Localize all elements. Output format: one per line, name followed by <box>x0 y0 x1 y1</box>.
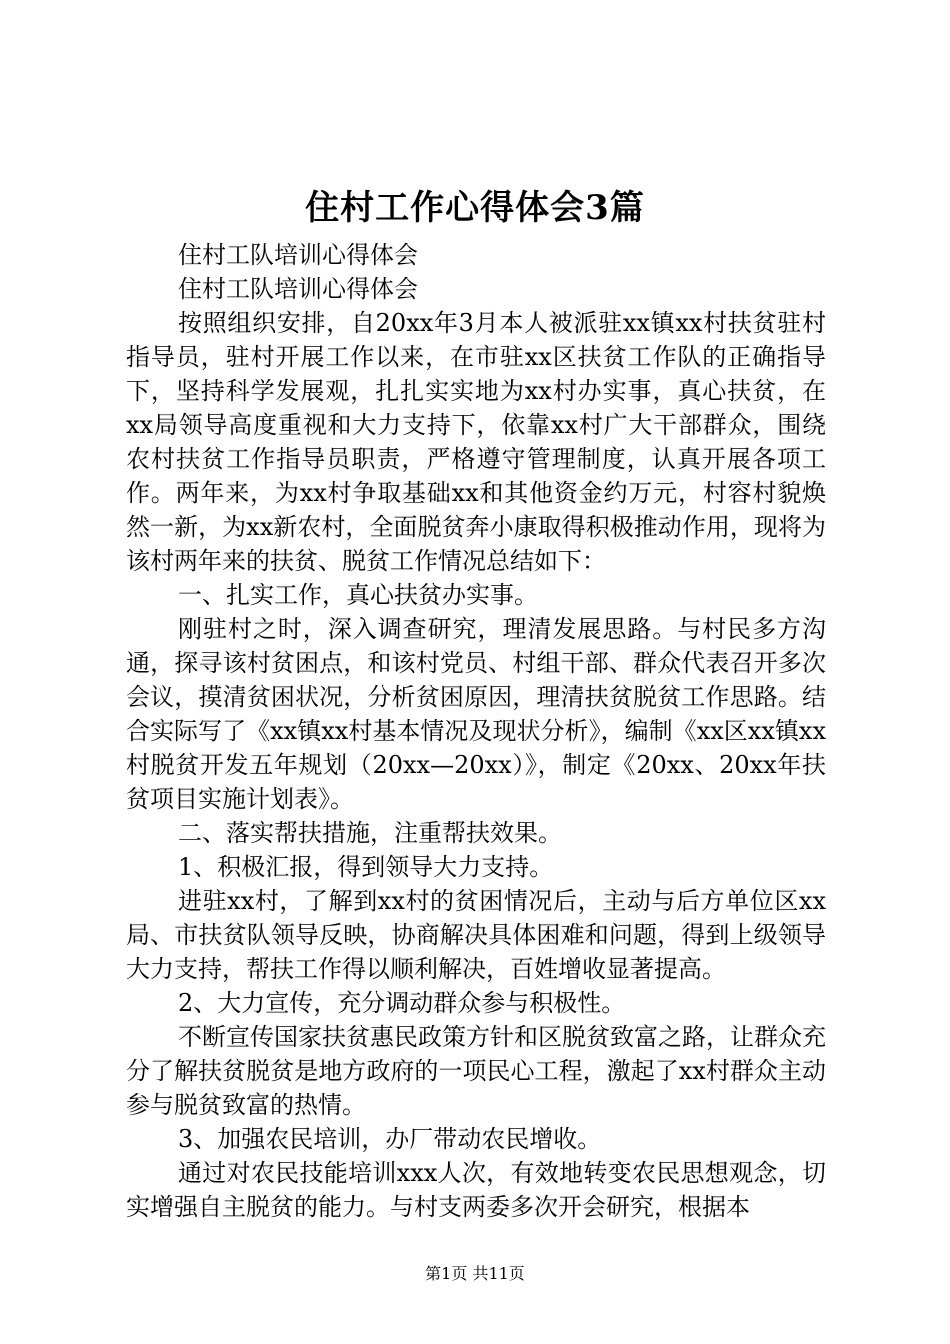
section-heading: 二、落实帮扶措施，注重帮扶效果。 <box>178 819 562 847</box>
paragraph: 按照组织安排，自20xx年3月本人被派驻xx镇xx村扶贫驻村指导员，驻村开展工作以来，在市驻xx区扶贫工作队的正确指导下，坚持科学发展观，扎扎实实地为xx村办实事，真心扶贫，在xx局领导高度重视和大力支持下，依靠xx村广大干部群众，围绕农村扶贫工作指导员职责，严格遵守管理制度，认真开展各项工作。两年来，为xx村争取基础xx和其他资金约万元，村容村貌焕然一新，为xx新农村，全面脱贫奔小康取得积极推动作用，现将为该村两年来的扶贫、脱贫工作情况总结如下： <box>126 309 826 575</box>
paragraph: 通过对农民技能培训xxx人次，有效地转变农民思想观念，切实增强自主脱贫的能力。与村支两委多次开会研究，根据本 <box>126 1159 826 1221</box>
paragraph: 进驻xx村，了解到xx村的贫困情况后，主动与后方单位区xx局、市扶贫队领导反映，协商解决具体困难和问题，得到上级领导大力支持，帮扶工作得以顺利解决，百姓增收显著提高。 <box>126 887 826 983</box>
paragraph: 不断宣传国家扶贫惠民政策方针和区脱贫致富之路，让群众充分了解扶贫脱贫是地方政府的一项民心工程，激起了xx村群众主动参与脱贫致富的热情。 <box>126 1023 826 1119</box>
subsection-heading: 1、积极汇报，得到领导大力支持。 <box>178 853 554 881</box>
paragraph: 刚驻村之时，深入调查研究，理清发展思路。与村民多方沟通，探寻该村贫困点，和该村党员、村组干部、群众代表召开多次会议，摸清贫困状况，分析贫困原因，理清扶贫脱贫工作思路。结合实际写了《xx镇xx村基本情况及现状分析》，编制《xx区xx镇xx村脱贫开发五年规划（20xx—20xx）》，制定《20xx、20xx年扶贫项目实施计划表》。 <box>126 615 826 813</box>
subsection-heading: 3、加强农民培训，办厂带动农民增收。 <box>178 1125 602 1153</box>
section-heading: 一、扎实工作，真心扶贫办实事。 <box>178 581 538 609</box>
subsection-heading: 2、大力宣传，充分调动群众参与积极性。 <box>178 989 626 1017</box>
paragraph: 住村工队培训心得体会 <box>178 275 418 303</box>
paragraph: 住村工队培训心得体会 <box>178 241 418 269</box>
document-title: 住村工作心得体会3篇 <box>305 188 645 228</box>
document-body <box>126 238 826 1224</box>
page-footer: 第1页 共11页 <box>425 1264 525 1283</box>
